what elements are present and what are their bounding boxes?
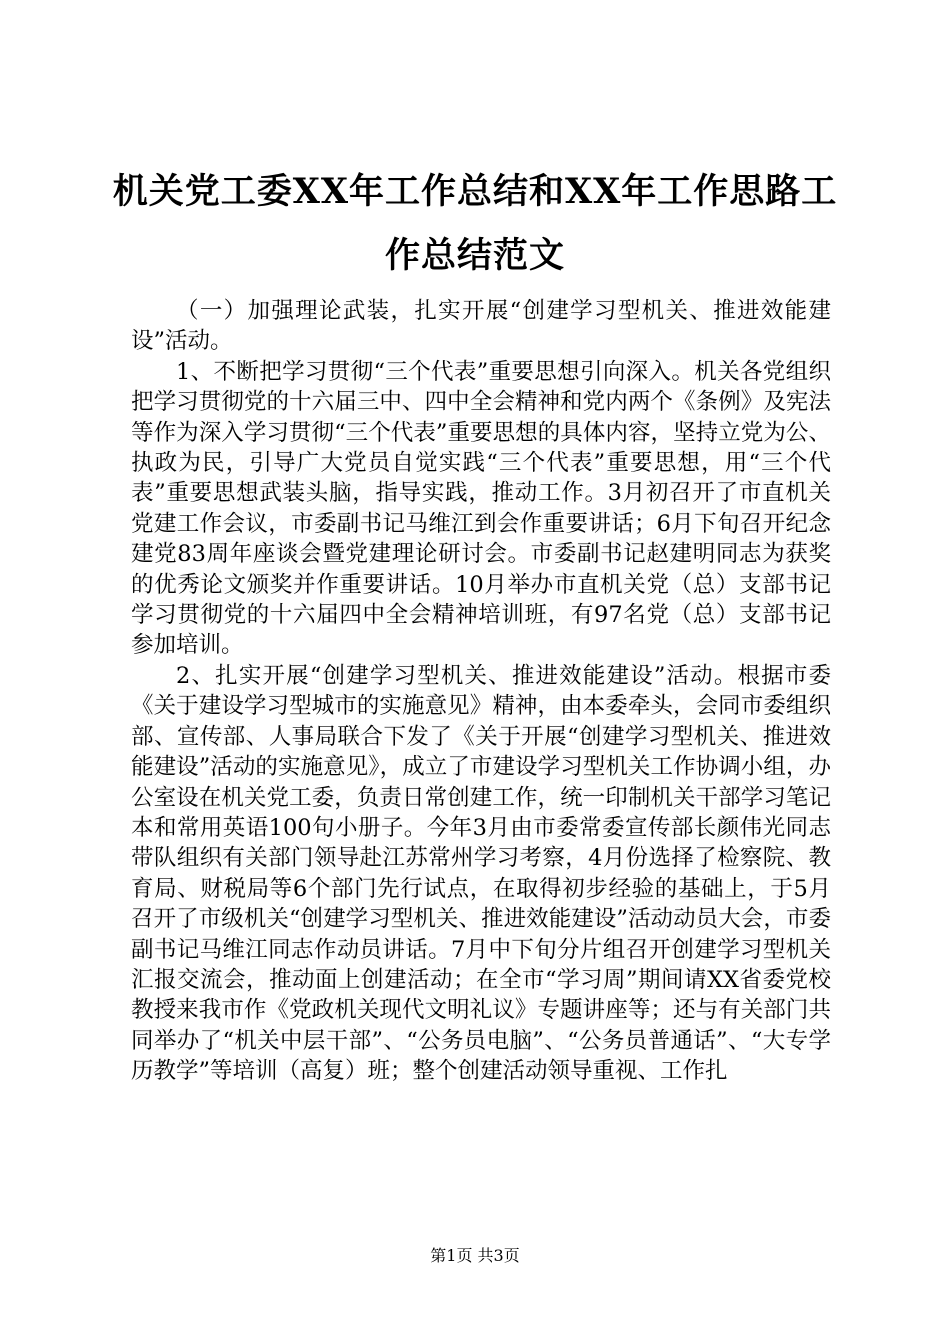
body-paragraph: 1、不断把学习贯彻“三个代表”重要思想引向深入。机关各党组织把学习贯彻党的十六届三中、四中全会精神和党内两个《条例》及宪法等作为深入学习贯彻“三个代表”重要思想的具体内容，坚持立党为公、执政为民，引导广大党员自觉实践“三个代表”重要思想，用“三个代表”重要思想武装头脑，指导实践，推动工作。3月初召开了市直机关党建工作会议，市委副书记马维江到会作重要讲话；6月下旬召开纪念建党83周年座谈会暨党建理论研讨会。市委副书记赵建明同志为获奖的优秀论文颁奖并作重要讲话。10月举办市直机关党（总）支部书记学习贯彻党的十六届四中全会精神培训班，有97名党（总）支部书记参加培训。: [131, 358, 831, 659]
document-title: 机关党工委XX年工作总结和XX年工作思路工作总结范文: [112, 171, 838, 276]
section-heading: （一）加强理论武装，扎实开展“创建学习型机关、推进效能建设”活动。: [131, 298, 831, 355]
page-number: 第1页 共3页: [430, 1246, 520, 1265]
body-paragraph: 2、扎实开展“创建学习型机关、推进效能建设”活动。根据市委《关于建设学习型城市的实施意见》精神，由本委牵头，会同市委组织部、宣传部、人事局联合下发了《关于开展“创建学习型机关、推进效能建设”活动的实施意见》，成立了市建设学习型机关工作协调小组，办公室设在机关党工委，负责日常创建工作，统一印制机关干部学习笔记本和常用英语100句小册子。今年3月由市委常委宣传部长颜伟光同志带队组织有关部门领导赴江苏常州学习考察，4月份选择了检察院、教育局、财税局等6个部门先行试点，在取得初步经验的基础上，于5月召开了市级机关“创建学习型机关、推进效能建设”活动动员大会，市委副书记马维江同志作动员讲话。7月中下旬分片组召开创建学习型机关汇报交流会，推动面上创建活动；在全市“学习周”期间请XX省委党校教授来我市作《党政机关现代文明礼议》专题讲座等；还与有关部门共同举办了“机关中层干部”、“公务员电脑”、“公务员普通话”、“大专学历教学”等培训（高复）班；整个创建活动领导重视、工作扎: [131, 662, 831, 1085]
document-body: [131, 296, 831, 1087]
